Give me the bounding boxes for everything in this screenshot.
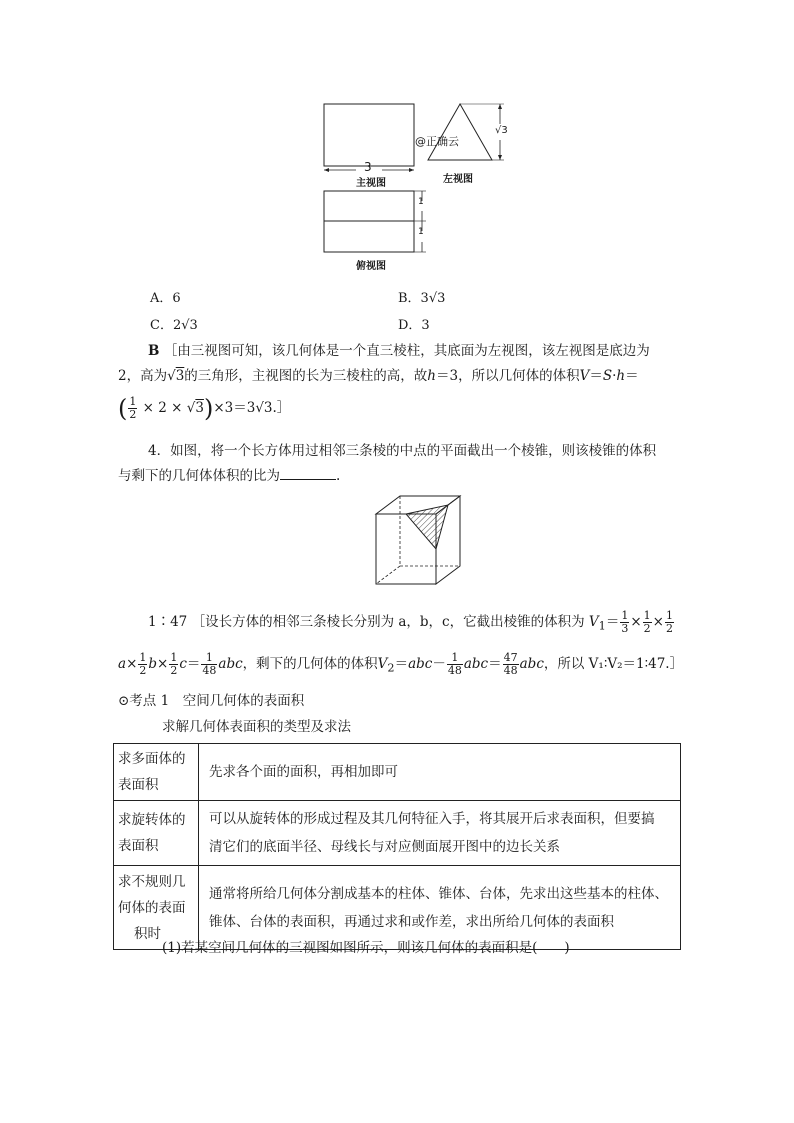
answer-letter: B [148,343,160,359]
front-view-label: 主视图 [356,178,386,189]
table-row-head: 求多面体的 表面积 [114,744,199,801]
answer3-line2: 2，高为√3的三角形，主视图的长为三棱柱的高，故h＝3，所以几何体的体积V＝S·h＝ [118,368,639,384]
watermark: @正确云 [415,135,459,148]
section-subheading: 求解几何体表面积的类型及求法 [162,719,351,735]
table-row-content: 通常将所给几何体分割成基本的柱体、锥体、台体，先求出这些基本的柱体、 锥体、台体的表面积，再通过求和或作差，求出所给几何体的表面积 [199,866,681,950]
side-view-label: 左视图 [443,174,473,185]
front-view-rect [324,104,414,166]
table-row-head: 求旋转体的 表面积 [114,801,199,866]
option-d: D．3 [398,318,430,333]
cuboid-figure [370,492,470,592]
table-row [114,801,681,866]
cut-triangle [406,505,448,549]
option-b: B．3√3 [398,291,446,306]
answer4-ratio: 1∶47 [148,614,188,630]
section-heading: ⊙考点 1 空间几何体的表面积 [118,693,305,709]
table-row [114,744,681,801]
answer4-line1: 1∶47 ［设长方体的相邻三条棱长分别为 a，b，c，它截出棱锥的体积为 $V_1=$ $\frac{1}{3}$ × $\frac{1}{2}$ × $\frac{1}{2}$ [148,609,673,635]
top-dim-1: 1 [418,197,424,207]
q4-line2: 与剩下的几何体体积的比为 . [118,465,340,487]
surface-area-table [113,743,681,950]
width-label: 3 [364,160,372,174]
side-view-triangle [428,104,492,160]
top-view-label: 俯视图 [356,261,386,272]
next-question: (1)若某空间几何体的三视图如图所示，则该几何体的表面积是( ) [162,940,570,956]
table-row-content: 可以从旋转体的形成过程及其几何特征入手，将其展开后求表面积，但要搞 清它们的底面半径、母线长与对应侧面展开图中的边长关系 [199,801,681,866]
top-dim-2: 1 [418,227,424,237]
answer-blank [280,465,336,480]
answer3-line3: ( $\frac{1}{2}$ × 2 × √3)×3＝3√3.］ [118,394,291,423]
option-c: C．2√3 [150,318,198,333]
option-a: A．6 [150,291,181,306]
height-label: √3 [495,125,508,136]
table-row-content: 先求各个面的面积，再相加即可 [199,744,681,801]
answer4-line2: a× $\frac{1}{2}$ b× $\frac{1}{2}$ c＝ $\frac{1}{48}$ abc，剩下的几何体的体积$V_2=abc-$ $\frac{1}{48}$ abc＝ $\frac{47}{48}$ abc，所以 V₁∶V₂＝1∶47.］ [118,651,684,677]
table-row-head: 求不规则几 何体的表面 积时 [114,866,199,950]
answer3-line1: B ［由三视图可知，该几何体是一个直三棱柱，其底面为左视图，该左视图是底边为 [148,343,650,359]
q4-line1: 4．如图，将一个长方体用过相邻三条棱的中点的平面截出一个棱锥，则该棱锥的体积 [148,443,657,459]
three-view-figure [300,90,540,275]
